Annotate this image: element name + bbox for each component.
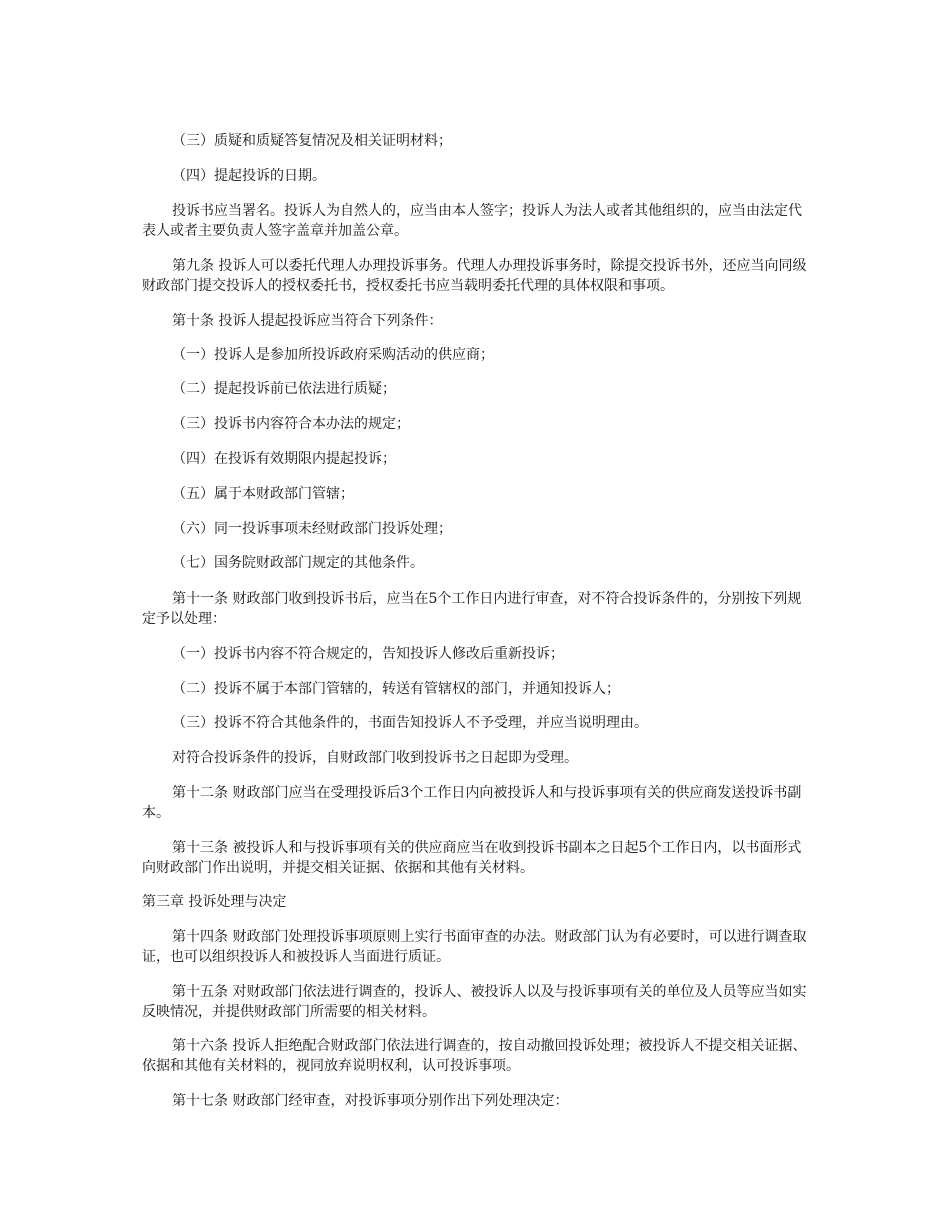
paragraph-article-11-item-3: （三）投诉不符合其他条件的，书面告知投诉人不予受理，并应当说明理由。 <box>172 715 648 731</box>
paragraph-article-10-item-7: （七）国务院财政部门规定的其他条件。 <box>172 555 424 571</box>
paragraph-article-13: 第十三条 被投诉人和与投诉事项有关的供应商应当在收到投诉书副本之日起5个工作日内，以书面形式向财政部门作出说明，并提交相关证据、依据和其他有关材料。 <box>142 840 802 876</box>
paragraph-article-15: 第十五条 对财政部门依法进行调查的，投诉人、被投诉人以及与投诉事项有关的单位及人员等应当如实反映情况，并提供财政部门所需要的相关材料。 <box>142 984 807 1020</box>
paragraph-article-10-item-4: （四）在投诉有效期限内提起投诉； <box>172 451 396 467</box>
paragraph-item-4: （四）提起投诉的日期。 <box>172 168 326 184</box>
chapter-heading: 第三章 投诉处理与决定 <box>142 894 287 910</box>
paragraph-item-3: （三）质疑和质疑答复情况及相关证明材料； <box>172 133 452 149</box>
paragraph-article-14: 第十四条 财政部门处理投诉事项原则上实行书面审查的办法。财政部门认为有必要时，可以进行调查取证，也可以组织投诉人和被投诉人当面进行质证。 <box>142 929 807 965</box>
paragraph-complaint-signature: 投诉书应当署名。投诉人为自然人的，应当由本人签字；投诉人为法人或者其他组织的，应当由法定代表人或者主要负责人签字盖章并加盖公章。 <box>142 203 802 239</box>
paragraph-article-10-item-1: （一）投诉人是参加所投诉政府采购活动的供应商； <box>172 347 494 363</box>
paragraph-article-10-item-6: （六）同一投诉事项未经财政部门投诉处理； <box>172 521 452 537</box>
paragraph-article-17: 第十七条 财政部门经审查，对投诉事项分别作出下列处理决定： <box>172 1093 569 1109</box>
paragraph-article-11-item-1: （一）投诉书内容不符合规定的，告知投诉人修改后重新投诉； <box>172 646 564 662</box>
paragraph-article-11-item-2: （二）投诉不属于本部门管辖的，转送有管辖权的部门，并通知投诉人； <box>172 681 620 697</box>
paragraph-article-10-item-5: （五）属于本财政部门管辖； <box>172 486 354 502</box>
paragraph-acceptance: 对符合投诉条件的投诉，自财政部门收到投诉书之日起即为受理。 <box>172 750 578 766</box>
paragraph-article-10-item-2: （二）提起投诉前已依法进行质疑； <box>172 381 396 397</box>
paragraph-article-16: 第十六条 投诉人拒绝配合财政部门依法进行调查的，按自动撤回投诉处理；被投诉人不提交相关证据、依据和其他有关材料的，视同放弃说明权利，认可投诉事项。 <box>142 1038 807 1074</box>
paragraph-article-10: 第十条 投诉人提起投诉应当符合下列条件： <box>172 313 443 329</box>
paragraph-article-12: 第十二条 财政部门应当在受理投诉后3个工作日内向被投诉人和与投诉事项有关的供应商发送投诉书副本。 <box>142 785 802 821</box>
paragraph-article-11: 第十一条 财政部门收到投诉书后，应当在5个工作日内进行审查，对不符合投诉条件的，分别按下列规定予以处理： <box>142 591 802 627</box>
paragraph-article-10-item-3: （三）投诉书内容符合本办法的规定； <box>172 416 410 432</box>
paragraph-article-9: 第九条 投诉人可以委托代理人办理投诉事务。代理人办理投诉事务时，除提交投诉书外，还应当向同级财政部门提交投诉人的授权委托书，授权委托书应当载明委托代理的具体权限和事项。 <box>142 258 807 294</box>
